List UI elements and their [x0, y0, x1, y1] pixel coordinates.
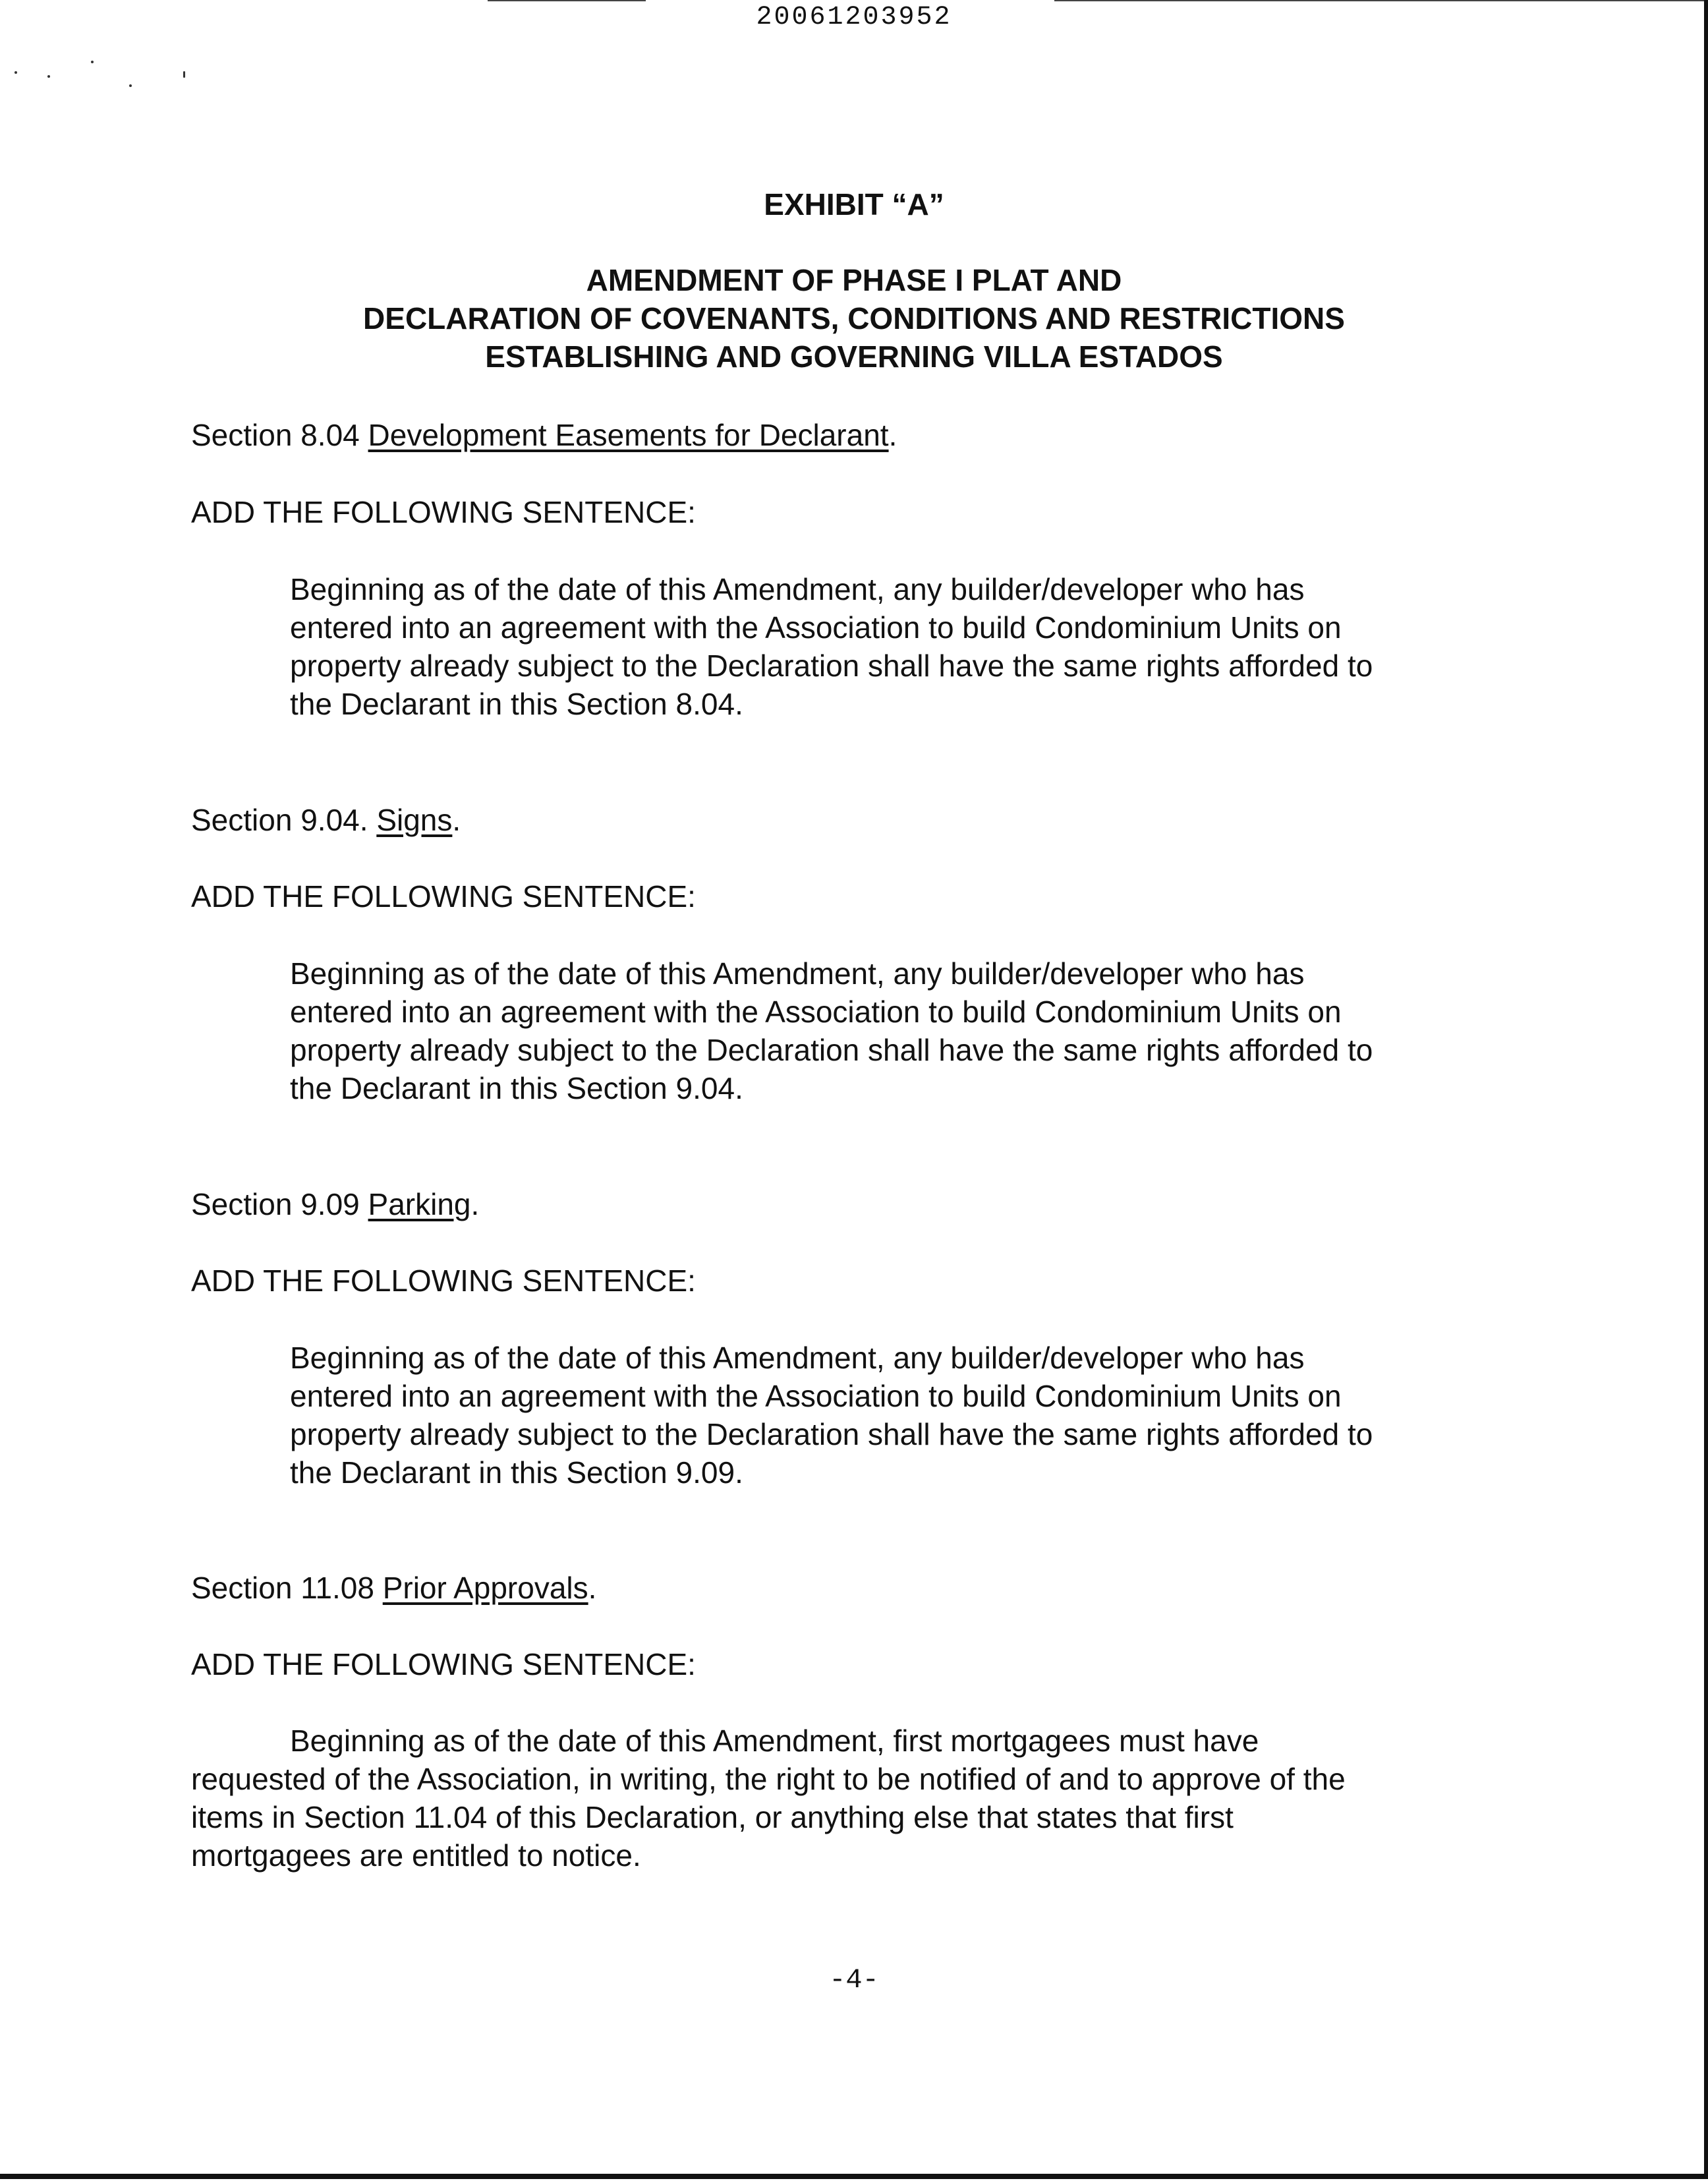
- section-paragraph: [290, 570, 1568, 723]
- paragraph-line: Beginning as of the date of this Amendment, any builder/developer who has: [290, 572, 1305, 606]
- title-line: DECLARATION OF COVENANTS, CONDITIONS AND RESTRICTIONS: [363, 301, 1345, 335]
- section-instruction: ADD THE FOLLOWING SENTENCE:: [191, 1264, 696, 1298]
- section-title: Signs: [376, 803, 453, 837]
- paragraph-line: Beginning as of the date of this Amendment, first mortgagees must have: [290, 1724, 1259, 1758]
- section-heading: Section 9.09 Parking.: [191, 1187, 480, 1221]
- section-number: Section 9.09: [191, 1187, 368, 1221]
- paragraph-line: entered into an agreement with the Association to build Condominium Units on: [290, 995, 1342, 1029]
- paragraph-line: property already subject to the Declaration shall have the same rights afforded to: [290, 1033, 1373, 1067]
- section-paragraph: [290, 1339, 1568, 1492]
- section-heading: Section 11.08 Prior Approvals.: [191, 1571, 597, 1605]
- section-heading: Section 8.04 Development Easements for Declarant.: [191, 418, 897, 452]
- section-instruction: ADD THE FOLLOWING SENTENCE:: [191, 879, 696, 914]
- paragraph-line: property already subject to the Declaration shall have the same rights afforded to: [290, 649, 1373, 683]
- scan-speck: [129, 84, 132, 87]
- exhibit-label: EXHIBIT “A”: [764, 187, 944, 221]
- title-line: AMENDMENT OF PHASE I PLAT AND: [586, 263, 1122, 297]
- paragraph-line: the Declarant in this Section 9.04.: [290, 1071, 743, 1105]
- scan-speck: [14, 71, 17, 74]
- scan-speck: [47, 75, 50, 78]
- section-heading: Section 9.04. Signs.: [191, 803, 461, 837]
- scan-speck: [183, 71, 185, 78]
- section-title: Parking: [368, 1187, 471, 1221]
- scan-edge-line: [1054, 0, 1707, 1]
- section-paragraph: [290, 954, 1568, 1107]
- paragraph-line: property already subject to the Declaration shall have the same rights afforded to: [290, 1417, 1373, 1451]
- scan-speck: [91, 61, 94, 63]
- page-number: -4-: [829, 1964, 879, 1996]
- document-number: 20061203952: [756, 3, 952, 32]
- section-number: Section 9.04.: [191, 803, 377, 837]
- paragraph-line: Beginning as of the date of this Amendment, any builder/developer who has: [290, 1341, 1305, 1375]
- section-instruction: ADD THE FOLLOWING SENTENCE:: [191, 1647, 696, 1681]
- paragraph-line: the Declarant in this Section 9.09.: [290, 1455, 743, 1490]
- section-title: Development Easements for Declarant: [368, 418, 889, 452]
- section-paragraph: [191, 1722, 1575, 1875]
- section-instruction: ADD THE FOLLOWING SENTENCE:: [191, 495, 696, 529]
- paragraph-line: requested of the Association, in writing, the right to be notified of and to approve of the: [191, 1762, 1346, 1796]
- section-number: Section 11.08: [191, 1571, 383, 1605]
- paragraph-line: entered into an agreement with the Association to build Condominium Units on: [290, 610, 1342, 645]
- paragraph-line: the Declarant in this Section 8.04.: [290, 687, 743, 721]
- document-title: [0, 261, 1708, 376]
- scan-bottom-border: [0, 2174, 1708, 2179]
- paragraph-line: mortgagees are entitled to notice.: [191, 1838, 641, 1873]
- section-title: Prior Approvals: [382, 1571, 588, 1605]
- section-number: Section 8.04: [191, 418, 368, 452]
- paragraph-line: items in Section 11.04 of this Declaration, or anything else that states that first: [191, 1800, 1234, 1834]
- paragraph-line: entered into an agreement with the Association to build Condominium Units on: [290, 1379, 1342, 1413]
- paragraph-line: Beginning as of the date of this Amendment, any builder/developer who has: [290, 956, 1305, 991]
- title-line: ESTABLISHING AND GOVERNING VILLA ESTADOS: [485, 339, 1223, 374]
- scan-edge-line: [488, 0, 646, 1]
